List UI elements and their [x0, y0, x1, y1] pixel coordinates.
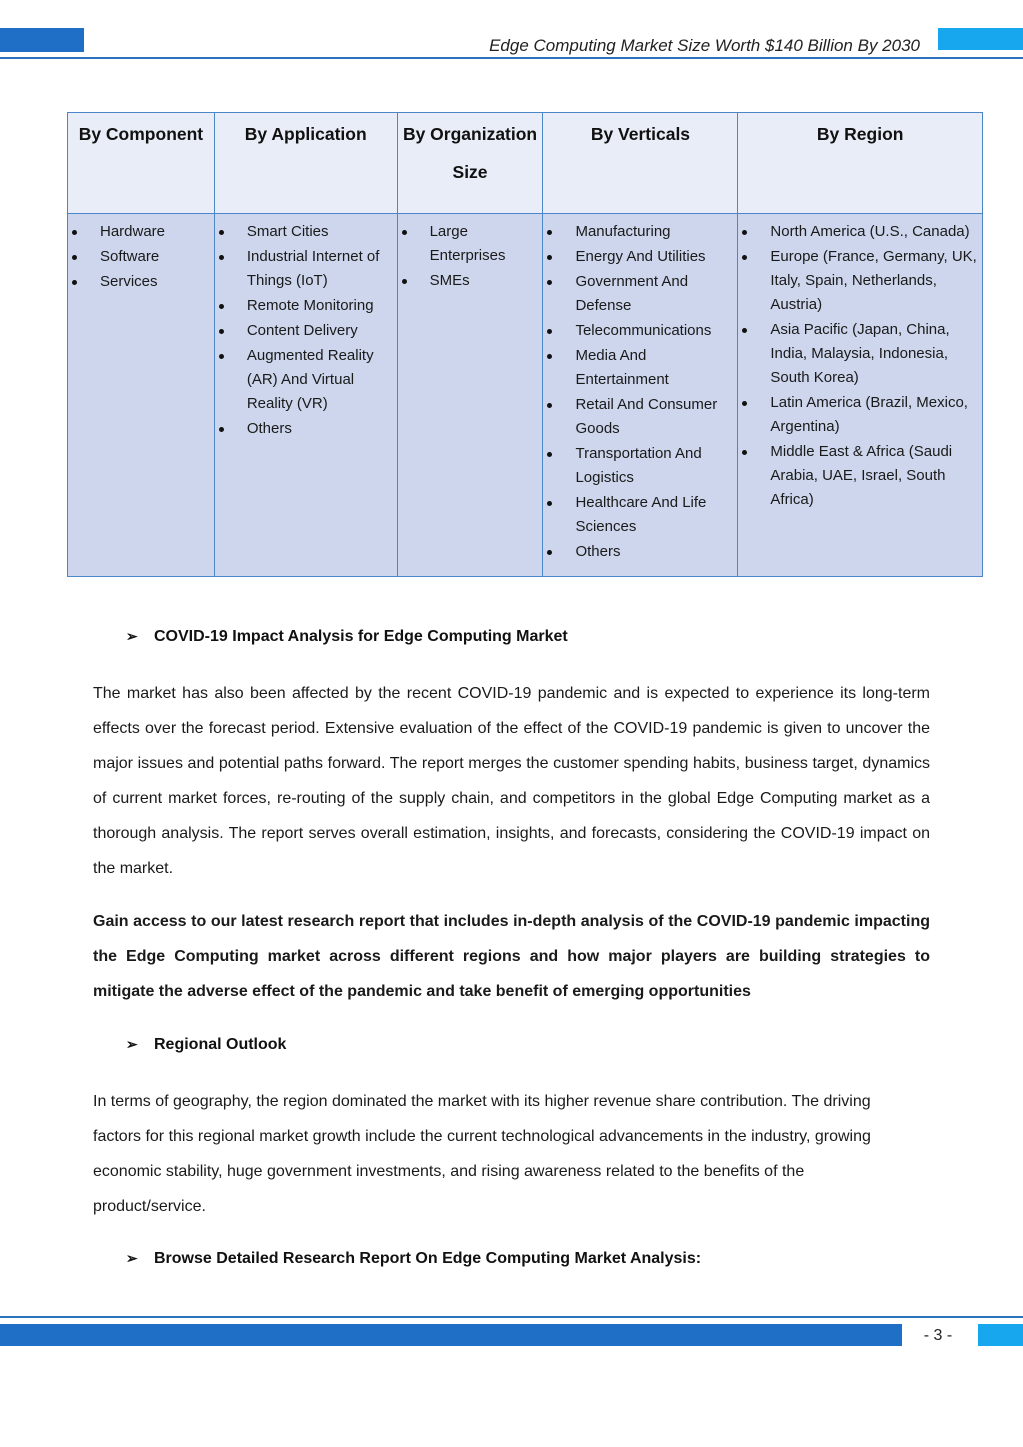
list-item: Industrial Internet of Things (IoT) [215, 245, 397, 293]
regional-paragraph: In terms of geography, the region dominated the market with its higher revenue share contribution. The driving factors for this regional market growth include the current technological advancements in the industry, growing economic stability, huge government investments, and rising awareness related to the benefits of the product/service. [93, 1093, 871, 1215]
footer-bar [0, 1324, 902, 1346]
header-by-component: By Component [68, 113, 215, 214]
header-by-verticals: By Verticals [543, 113, 738, 214]
list-item: SMEs [398, 269, 543, 293]
list-item: Middle East & Africa (Saudi Arabia, UAE, Israel, South Africa) [738, 440, 982, 512]
list-item: Europe (France, Germany, UK, Italy, Spain, Netherlands, Austria) [738, 245, 982, 317]
page-header-title: Edge Computing Market Size Worth $140 Billion By 2030 [489, 36, 920, 55]
list-item: Healthcare And Life Sciences [543, 491, 737, 539]
organization-size-list [398, 220, 543, 293]
list-item: Media And Entertainment [543, 344, 737, 392]
region-list [738, 220, 982, 512]
regional-outlook-heading [126, 1036, 286, 1054]
organization-size-cell [397, 214, 543, 577]
list-item: Large Enterprises [398, 220, 543, 268]
list-item: Augmented Reality (AR) And Virtual Reality (VR) [215, 344, 397, 416]
table-header-row [68, 113, 983, 214]
component-list [68, 220, 214, 294]
list-item: Government And Defense [543, 270, 737, 318]
header-by-organization-size: By Organization Size [397, 113, 543, 214]
list-item: Transportation And Logistics [543, 442, 737, 490]
region-cell [738, 214, 983, 577]
covid-section-heading [126, 628, 568, 646]
application-cell [214, 214, 397, 577]
table-row [68, 214, 983, 577]
header-rule [0, 57, 1023, 59]
list-item: Telecommunications [543, 319, 737, 343]
component-cell [68, 214, 215, 577]
list-item: Smart Cities [215, 220, 397, 244]
regional-heading-text: Regional Outlook [154, 1036, 287, 1053]
research-access-paragraph: Gain access to our latest research report that includes in-depth analysis of the COVID-19 pandemic impacting the Edge Computing market across different regions and how major players are building strategies to mitigate the adverse effect of the pandemic and take benefit of emerging opportunities [93, 913, 930, 1000]
list-item: Content Delivery [215, 319, 397, 343]
list-item: Services [68, 270, 214, 294]
list-item: Energy And Utilities [543, 245, 737, 269]
list-item: Others [543, 540, 737, 564]
header-accent-left [0, 28, 84, 52]
page-number: - 3 - [923, 1327, 953, 1344]
verticals-cell [543, 214, 738, 577]
browse-report-heading[interactable] [126, 1250, 701, 1268]
list-item: Remote Monitoring [215, 294, 397, 318]
application-list [215, 220, 397, 441]
header-accent-right [938, 28, 1023, 50]
browse-heading-text[interactable]: Browse Detailed Research Report On Edge Computing Market Analysis: [154, 1250, 702, 1267]
list-item: Hardware [68, 220, 214, 244]
list-item: Latin America (Brazil, Mexico, Argentina) [738, 391, 982, 439]
footer-rule [0, 1316, 1023, 1318]
header-by-application: By Application [214, 113, 397, 214]
list-item: Asia Pacific (Japan, China, India, Malaysia, Indonesia, South Korea) [738, 318, 982, 390]
arrow-bullet-icon: ➢ [126, 1036, 138, 1052]
arrow-bullet-icon: ➢ [126, 1250, 138, 1266]
list-item: North America (U.S., Canada) [738, 220, 982, 244]
arrow-bullet-icon: ➢ [126, 628, 138, 644]
covid-paragraph: The market has also been affected by the recent COVID-19 pandemic and is expected to experience its long-term effects over the forecast period. Extensive evaluation of the effect of the COVID-19 pandemic is given to uncover the major issues and potential paths forward. The report merges the customer spending habits, business target, dynamics of current market forces, re-routing of the supply chain, and competitors in the global Edge Computing market as a thorough analysis. The report serves overall estimation, insights, and forecasts, considering the COVID-19 impact on the market. [93, 685, 930, 877]
verticals-list [543, 220, 737, 564]
covid-heading-text: COVID-19 Impact Analysis for Edge Computing Market [154, 628, 568, 645]
list-item: Software [68, 245, 214, 269]
list-item: Manufacturing [543, 220, 737, 244]
list-item: Retail And Consumer Goods [543, 393, 737, 441]
segmentation-table [67, 112, 983, 577]
footer-accent-right [978, 1324, 1023, 1346]
list-item: Others [215, 417, 397, 441]
header-by-region: By Region [738, 113, 983, 214]
